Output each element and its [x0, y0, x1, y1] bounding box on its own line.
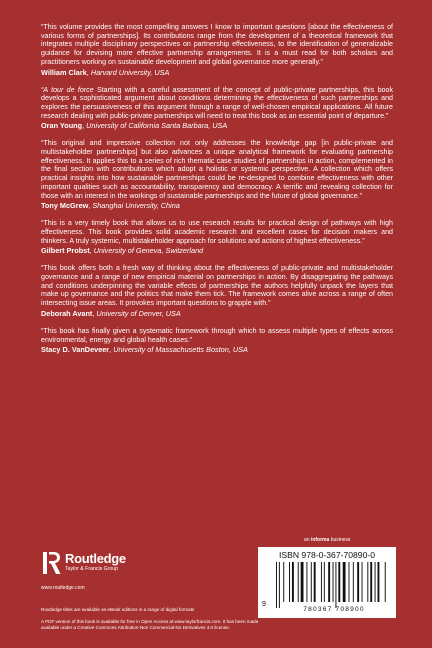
quote-text: “This is a very timely book that allows us to use research results for practical design of pathways with high effectiveness. This book provides solid academic research and excellent cases for decision makers and thinkers. A truly systemic, multistakeholder approach for solutions and actions of highest effectiveness.” — [41, 219, 393, 245]
endorser-name: Deborah Avant — [41, 308, 93, 318]
endorser-name: Oran Young — [41, 121, 83, 131]
publisher-name: Routledge — [65, 551, 126, 566]
barcode-bar — [385, 562, 386, 602]
endorsement-avant — [41, 264, 393, 319]
barcode-bar — [378, 562, 380, 602]
quote-emphasis: “A tour de force — [41, 85, 94, 94]
barcode-bar — [328, 562, 330, 602]
barcode-bar — [362, 562, 363, 602]
barcode-bar — [321, 562, 322, 602]
endorsement-young — [41, 86, 393, 132]
informa-brand: informa — [310, 537, 330, 543]
quote-text: “This volume provides the most compelling answers I know to important questions [about the effectiveness of various forms of partnerships]. Its contributions range from the development of a theoretical framework that integrates multiple disciplinary perspectives on partnership effectiveness, to the identification of generalizable guidance for devising more effective partnership arrangements. It is a must read for both scholars and practitioners working on sustainable development and global governance more generally.” — [41, 23, 393, 66]
publisher-website[interactable]: www.routledge.com — [41, 585, 85, 591]
publisher-logo — [41, 551, 161, 579]
barcode-bar — [335, 562, 336, 608]
endorser-name: Stacy D. VanDeveer — [41, 345, 110, 355]
barcode-bar — [298, 562, 299, 602]
attribution: Stacy D. VanDeveer, University of Massachusetts Boston, USA — [41, 345, 248, 355]
barcode-bar — [311, 562, 312, 602]
endorsements — [41, 23, 393, 363]
endorser-affiliation: Shanghai University, China — [92, 201, 180, 211]
isbn-barcode-panel — [258, 547, 396, 618]
ebook-note: Routledge titles are available as eBook editions in a range of digital formats — [41, 607, 195, 612]
barcode-bar — [353, 562, 354, 602]
barcode-bar — [324, 562, 325, 602]
informa-prefix: an — [304, 537, 310, 543]
barcode-bar — [370, 562, 372, 602]
endorser-affiliation: University of Massachusetts Boston, USA — [113, 345, 248, 355]
barcode-bar — [338, 562, 340, 602]
barcode-bar — [292, 562, 294, 602]
barcode-bar — [279, 562, 280, 608]
barcode-bar — [276, 562, 277, 608]
endorser-affiliation: University of Denver, USA — [96, 308, 181, 318]
attribution: Deborah Avant, University of Denver, USA — [41, 308, 181, 318]
quote-body: Starting with a careful assessment of the concept of public-private partnerships, this book develops a sophisticated argument about conditions determining the effectiveness of such partnerships and explores the persuasiveness of this argument through a range of well-chosen empirical applications. All future research dealing with public-private partnerships will need to treat this book as an essential point of departure.” — [41, 85, 393, 120]
open-access-note: A PDF version of this book is available for free in Open Access at www.taylorfrancis.com. It has been made available under a Creative Commons Attribution-Non Commercial-No Derivatives 4.0 license. — [41, 619, 259, 630]
barcode-bar — [301, 562, 304, 602]
barcode-bar — [333, 562, 334, 602]
attribution: Oran Young, University of California Santa Barbara, USA — [41, 121, 228, 131]
endorsement-mcgrew — [41, 139, 393, 211]
endorsement-vandeveer — [41, 327, 393, 355]
barcode-bar — [343, 562, 346, 602]
barcode-bar — [357, 562, 359, 602]
endorser-affiliation: Harvard University, USA — [90, 67, 170, 77]
barcode-bar — [306, 562, 307, 602]
attribution: Gilbert Probst, University of Geneva, Switzerland — [41, 246, 204, 256]
isbn-label: ISBN 978-0-367-70890-0 — [278, 550, 376, 560]
barcode-digits: 780367 708900 — [303, 606, 365, 613]
barcode-bar — [367, 562, 368, 602]
informa-suffix: business — [330, 537, 351, 543]
endorser-name: Tony McGrew — [41, 201, 89, 211]
informa-tagline — [304, 537, 350, 544]
endorsement-clark — [41, 23, 393, 78]
quote-text — [41, 86, 393, 121]
barcode-bar — [349, 562, 350, 602]
barcode-bar — [375, 562, 376, 602]
barcode-icon — [274, 562, 388, 608]
quote-text: “This book has finally given a systematic framework through which to assess multiple types of effects across environmental, energy and global health cases.” — [41, 326, 393, 344]
routledge-r-icon — [41, 551, 63, 575]
endorser-name: William Clark — [41, 67, 87, 77]
barcode-lead-digit: 9 — [262, 601, 266, 608]
quote-text: “This book offers both a fresh way of thinking about the effectiveness of public-private and multistakeholder governance and a range of new empirical material on partnerships in action. By disaggregating the pathways and conditions underpinning the variable effects of partnerships the authors helpfully unpack the layers that make up governance and the politics that make them tick. The framework comes alive across a range of often intersecting issue areas. It provokes important questions to grapple with.” — [41, 264, 393, 308]
quote-text: “This original and impressive collection not only addresses the knowledge gap [in public-private and multistakeholder partnerships] but also advances a unique analytical framework for evaluating partnership effectiveness. It applies this to a series of rich thematic case studies of partnerships in action, complemented in the final section with contributions which adopt a holistic or systemic perspective. A collection which offers practical insights into how sustainable partnerships could be re-designed to combine effectiveness with other important qualities such as accountability, transparency and democracy. A terrific and revealing collection for those with an interest in the workings of sustainable partnerships and the future of global governance.” — [41, 139, 393, 200]
endorser-name: Gilbert Probst — [41, 246, 90, 256]
barcode-bar — [289, 562, 290, 602]
barcode-bar — [314, 562, 316, 602]
endorsement-probst — [41, 219, 393, 256]
barcode-bar — [283, 562, 284, 602]
endorser-affiliation: University of California Santa Barbara, USA — [86, 121, 228, 131]
publisher-group: Taylor & Francis Group — [65, 566, 119, 572]
endorser-affiliation: University of Geneva, Switzerland — [93, 246, 204, 256]
attribution: Tony McGrew, Shanghai University, China — [41, 201, 180, 211]
attribution: William Clark, Harvard University, USA — [41, 67, 170, 77]
